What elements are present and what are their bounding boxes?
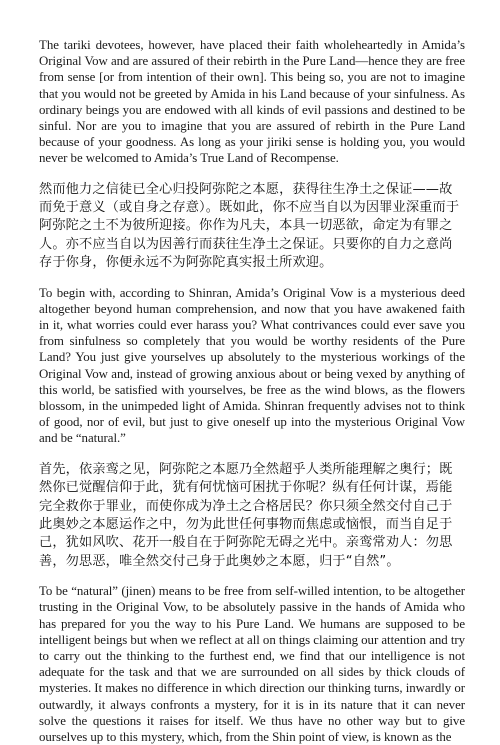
- paragraph-english-2: To begin with, according to Shinran, Amida’s Original Vow is a mysterious deed altogether beyond human comprehension, and now that you have awakened faith in it, what worries could ever harass you? What contrivances could ever save you from sinfulness so completely that you would be worthy residents of the Pure Land? You just give yourselves up absolutely to the mysterious workings of the Original Vow and, instead of growing anxious about or being vexed by anything of this world, be satisfied with yourselves, be free as the wind blows, as the flowers blossom, in the unimpeded light of Amida. Shinran frequently advises not to think of good, nor of evil, but just to give oneself up into the mysterious Original Vow and be “natural.”: [39, 285, 465, 446]
- paragraph-chinese-2: 首先，依亲鸾之见，阿弥陀之本愿乃全然超乎人类所能理解之奥行；既然你已觉醒信仰于此，犹有何忧恼可困扰于你呢？纵有任何计谋，焉能完全救你于罪业，而使你成为净土之合格居民？你只须全然交付自己于此奥妙之本愿运作之中，勿为此世任何事物而焦虑或恼恨，而当自足于己，犹如风吹、花开一般自在于阿弥陀无碍之光中。亲鸾常劝人：勿思善，勿思恶，唯全然交付己身于此奥妙之本愿，归于“自然”。: [39, 461, 453, 569]
- paragraph-chinese-1: 然而他力之信徒已全心归投阿弥陀之本愿，获得往生净土之保证——故而免于意义（或自身之存意）。既如此，你不应当自以为因罪业深重而于阿弥陀之土不为彼所迎接。你作为凡夫，本具一切恶欲，命定为有罪之人。亦不应当自以为因善行而获往生净土之保证。只要你的自力之意尚存于你身，你便永远不为阿弥陀真实报土所欢迎。: [39, 181, 460, 271]
- paragraph-english-3: To be “natural” (jinen) means to be free from self-willed intention, to be altogether trusting in the Original Vow, to be absolutely passive in the hands of Amida who has prepared for you the way to his Pure Land. We humans are supposed to be intelligent beings but when we reflect at all on things claiming our attention and try to carry out the thinking to the furthest end, we find that our intelligence is not adequate for the task and that we are surrounded on all sides by thick clouds of mysteries. It makes no difference in which direction our thinking turns, inwardly or outwardly, it always confronts a mystery, for it is in its nature that it can never solve the questions it raises for itself. We thus have no other way but to give ourselves up to this mystery, which, from the Shin point of view, is known as the: [39, 584, 465, 744]
- paragraph-english-1: The tariki devotees, however, have placed their faith wholeheartedly in Amida’s Original Vow and are assured of their rebirth in the Pure Land—hence they are free from sense [or from intention of their own]. This being so, you are not to imagine that you would not be greeted by Amida in his Land because of your sinfulness. As ordinary beings you are endowed with all kinds of evil passions and destined to be sinful. Nor are you to imagine that you are assured of rebirth in the Pure Land because of your goodness. As long as your jiriki sense is holding you, you would never be welcomed to Amida’s True Land of Recompense.: [39, 38, 465, 166]
- document-page: [39, 37, 465, 745]
